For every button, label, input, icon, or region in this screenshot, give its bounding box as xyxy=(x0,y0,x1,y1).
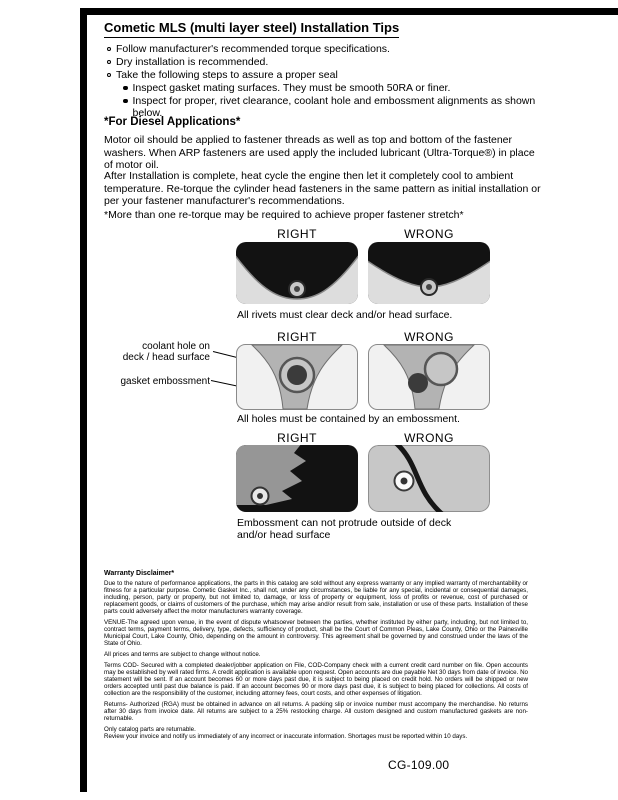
bullet-text: Dry installation is recommended. xyxy=(116,56,269,68)
disclaimer-paragraph: Only catalog parts are returnable. xyxy=(104,726,196,733)
row1-caption: All rivets must clear deck and/or head surface. xyxy=(237,309,453,321)
row2-caption: All holes must be contained by an embossment. xyxy=(237,413,460,425)
list-item xyxy=(107,56,547,68)
warranty-disclaimer xyxy=(104,570,528,744)
rivet-right-illustration xyxy=(236,242,358,304)
filled-bullet-icon xyxy=(123,86,128,91)
wrong-header-row3: WRONG xyxy=(404,431,454,445)
protrusion-wrong-illustration xyxy=(368,445,490,512)
disclaimer-paragraph: All prices and terms are subject to change without notice. xyxy=(104,651,261,658)
embossment-diagram-wrong xyxy=(368,344,490,410)
list-item xyxy=(107,69,547,81)
list-item xyxy=(123,82,547,94)
disclaimer-paragraph: Terms COD- Secured with a completed dealer/jobber application on File, COD-Company check with a current credit card number on file. Open accounts may be established by well rated firms. A credit application is available upon request. Open accounts are due payable Net 30 days from date of invoice. No statement will be sent. If an account becomes 60 or more days past due, it is subject to being placed on credit hold. No orders will be shipped or new orders accepted until past due balance is paid. If an account becomes 90 or more days past due, it is subject to being placed for collections. All costs of collection are the responsibility of the customer, including attorney fees, court costs, and other expenses of litigation. xyxy=(104,662,528,697)
right-header-row2: RIGHT xyxy=(277,330,317,344)
open-bullet-icon xyxy=(107,47,111,51)
disclaimer-paragraph: Returns- Authorized (RGA) must be obtained in advance on all returns. A packing slip or invoice number must accompany the merchandise. No returns after 30 days from invoice date. All returns are subject to a 25% restocking charge. All custom designed and custom manufactured gaskets are non-returnable. xyxy=(104,701,528,722)
protrusion-diagram-right xyxy=(236,445,358,512)
protrusion-right-illustration xyxy=(236,445,358,512)
retorque-note: *More than one re-torque may be required to achieve proper fastener stretch* xyxy=(104,209,464,221)
tips-list xyxy=(107,43,547,120)
disclaimer-paragraph: VENUE-The agreed upon venue, in the event of dispute whatsoever between the parties, whether instituted by either party, including, but not limited to, contract terms, payment terms, delivery, type, defects, sufficiency of product, shall be the Court of Common Pleas, Lake County, Ohio or the Painesville Municipal Court, Lake County, Ohio, depending on the amount in controversy. This agreement shall be governed by and construed under the laws of the State of Ohio. xyxy=(104,619,528,647)
rivet-diagram-wrong xyxy=(368,242,490,304)
disclaimer-paragraph: Review your invoice and notify us immediately of any incorrect or inaccurate information. Shortages must be reported within 10 days. xyxy=(104,733,468,740)
bullet-text: Take the following steps to assure a proper seal xyxy=(116,69,338,81)
row3-caption-line1: Embossment can not protrude outside of deck xyxy=(237,517,452,529)
open-bullet-icon xyxy=(107,60,111,64)
page-border-top xyxy=(80,8,618,15)
disclaimer-heading: Warranty Disclaimer* xyxy=(104,570,175,577)
rivet-diagram-right xyxy=(236,242,358,304)
page-code: CG-109.00 xyxy=(388,758,450,772)
right-header-row1: RIGHT xyxy=(277,227,317,241)
coolant-hole-label-line2: deck / head surface xyxy=(122,352,210,363)
embossment-diagram-right xyxy=(236,344,358,410)
coolant-hole-label-line1: coolant hole on xyxy=(142,341,210,352)
filled-bullet-icon xyxy=(123,99,128,104)
wrong-header-row1: WRONG xyxy=(404,227,454,241)
protrusion-diagram-wrong xyxy=(368,445,490,512)
bullet-text: Inspect for proper, rivet clearance, coolant hole and embossment alignments as shown below. xyxy=(132,95,536,119)
page-border-left xyxy=(80,8,87,792)
open-bullet-icon xyxy=(107,73,111,77)
list-item xyxy=(107,43,547,55)
right-header-row3: RIGHT xyxy=(277,431,317,445)
disclaimer-paragraph: Due to the nature of performance applications, the parts in this catalog are sold without any express warranty or any implied warranty of merchantability or fitness for a particular purpose. Cometic Gasket Inc., shall not, under any circumstances, be liable for any special, incidental or consequential damages, including, person, party or property, but not limited to, damage, or loss of property or equipment, loss of profits or revenue, cost of purchased or replacement goods, or claims of customers of the purchase, which may arise and/or result from sale, installation or use of these parts. Installation of these parts could adversely affect the motor manufacturers warranty coverage. xyxy=(104,580,528,615)
diesel-heading: *For Diesel Applications* xyxy=(104,116,241,128)
diesel-paragraph-2: After Installation is complete, heat cycle the engine then let it completely cool to ambient temperature. Re-torque the cylinder head fasteners in the same pattern as initial installation or per your fastener manufacturer's recommendations. xyxy=(104,170,541,207)
bullet-text: Follow manufacturer's recommended torque specifications. xyxy=(116,43,390,55)
gasket-embossment-label: gasket embossment xyxy=(120,376,210,387)
rivet-wrong-illustration xyxy=(368,242,490,304)
embossment-wrong-illustration xyxy=(368,344,490,410)
diesel-paragraph-1: Motor oil should be applied to fastener threads as well as top and bottom of the fastener washers. When ARP fasteners are used apply the included lubricant (Ultra-Torque®) in place of motor oil. xyxy=(104,134,535,171)
bullet-text: Inspect gasket mating surfaces. They must be smooth 50RA or finer. xyxy=(132,82,451,94)
page-title: Cometic MLS (multi layer steel) Installation Tips xyxy=(104,20,399,38)
coolant-hole-label xyxy=(110,341,210,363)
embossment-right-illustration xyxy=(236,344,358,410)
row3-caption-line2: and/or head surface xyxy=(237,529,331,541)
wrong-header-row2: WRONG xyxy=(404,330,454,344)
